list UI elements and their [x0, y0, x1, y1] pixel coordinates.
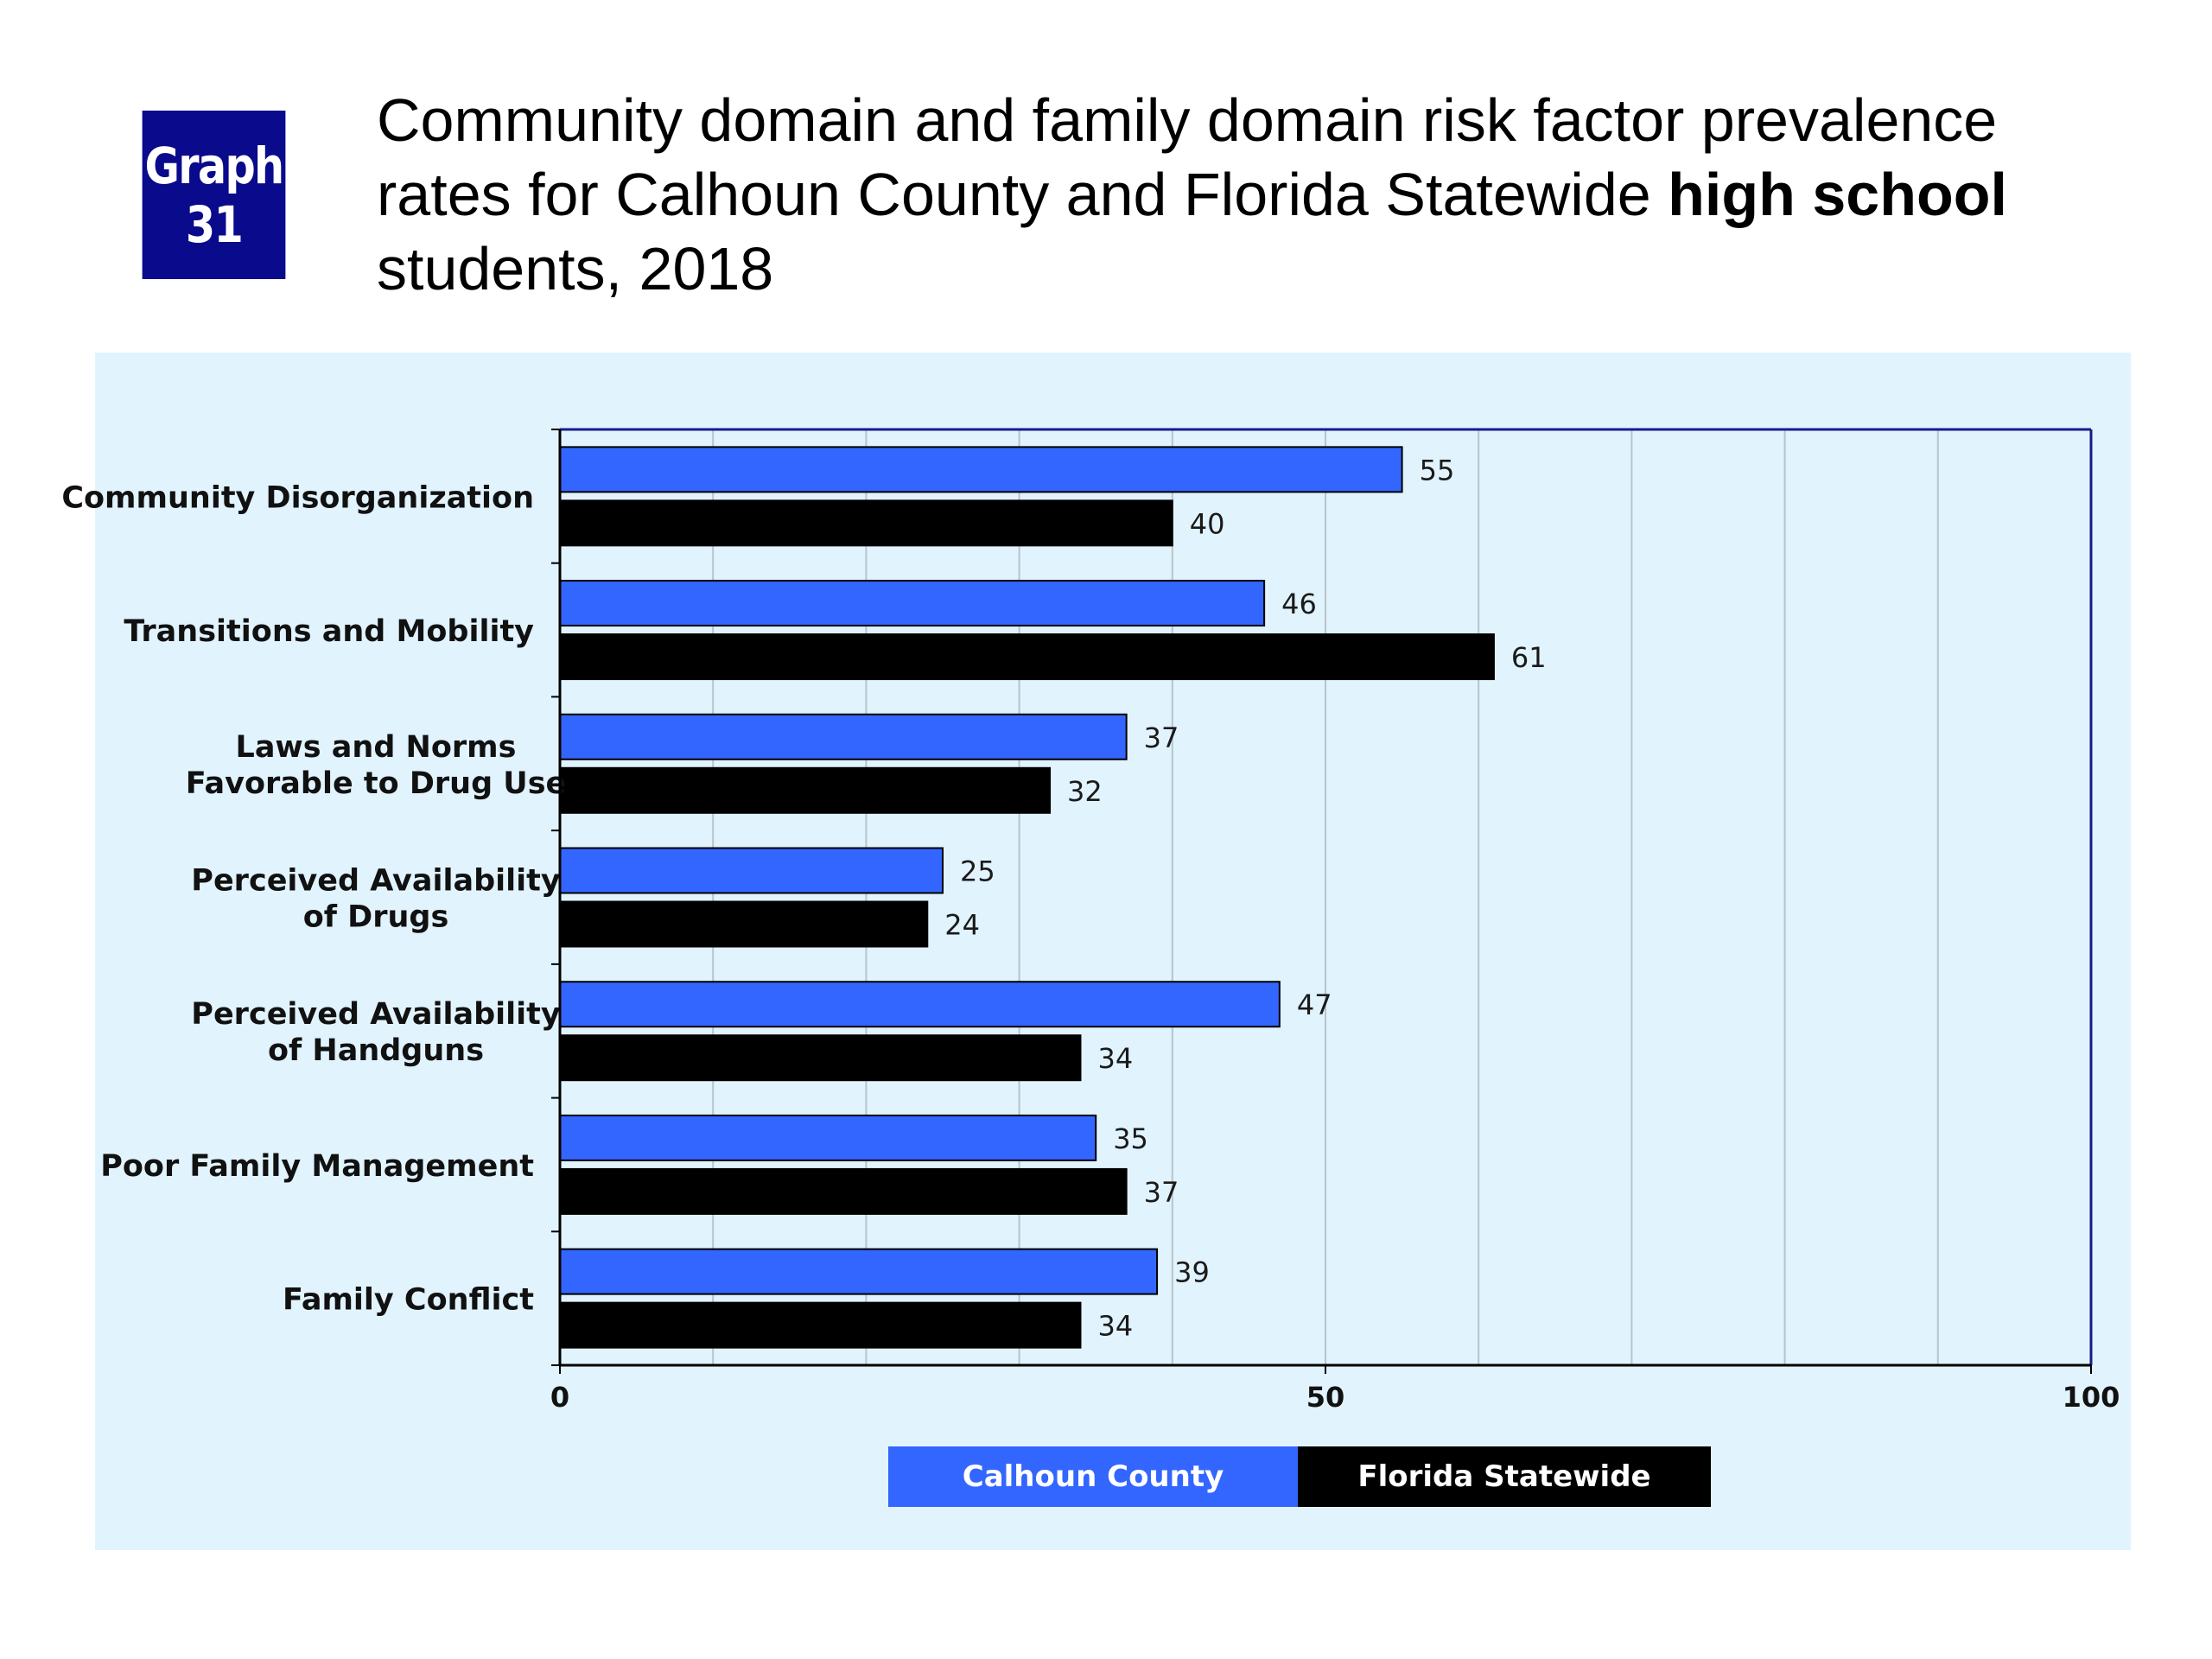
data-label: 35 [1113, 1122, 1148, 1155]
legend [888, 1446, 1711, 1507]
category-label: of Drugs [302, 899, 449, 935]
data-label: 61 [1510, 641, 1547, 675]
title-text-1: Community domain and family domain risk factor prevalence rates for Calhoun County and Florida Statewide [377, 86, 1998, 228]
badge-label: Graph [144, 136, 283, 195]
category-label: of Handguns [267, 1033, 485, 1069]
category-label: Community Disorganization [61, 480, 534, 516]
data-label: 55 [1419, 454, 1455, 487]
bar-florida [560, 634, 1494, 679]
legend-item-calhoun [888, 1446, 1298, 1507]
bar-calhoun [560, 1116, 1096, 1160]
legend-label-calhoun: Calhoun County [962, 1459, 1224, 1494]
data-label: 40 [1189, 507, 1225, 541]
data-label: 25 [960, 855, 995, 888]
data-label: 39 [1174, 1255, 1210, 1289]
data-label: 37 [1143, 721, 1179, 754]
data-label: 47 [1296, 988, 1332, 1022]
data-label: 37 [1143, 1175, 1179, 1209]
bar-florida [560, 500, 1173, 545]
badge-number: 31 [185, 194, 243, 254]
x-tick-label: 0 [550, 1381, 570, 1414]
data-label: 24 [944, 908, 980, 942]
category-label: Favorable to Drug Use [185, 766, 567, 801]
bar-calhoun [560, 849, 943, 893]
bar-florida [560, 902, 927, 947]
bar-calhoun [560, 447, 1402, 492]
data-label: 46 [1281, 588, 1317, 621]
bar-florida [560, 1169, 1127, 1214]
bar-florida [560, 1303, 1080, 1348]
data-label: 34 [1097, 1309, 1134, 1343]
category-label: Poor Family Management [100, 1148, 534, 1184]
x-tick-label: 100 [2062, 1381, 2120, 1414]
bar-florida [560, 1035, 1080, 1080]
data-label: 34 [1097, 1042, 1134, 1076]
bar-calhoun [560, 1249, 1157, 1294]
legend-label-florida: Florida Statewide [1357, 1459, 1651, 1494]
bar-calhoun [560, 982, 1280, 1027]
legend-item-florida [1298, 1446, 1711, 1507]
bar-florida [560, 768, 1050, 813]
category-label: Family Conflict [282, 1282, 534, 1318]
bar-calhoun [560, 581, 1264, 626]
title-text-bold: high school [1668, 161, 2007, 228]
category-label: Perceived Availability [191, 997, 561, 1033]
data-label: 32 [1067, 774, 1103, 808]
bar-calhoun [560, 715, 1127, 760]
category-label: Perceived Availability [191, 863, 561, 899]
x-tick-label: 50 [1306, 1381, 1345, 1414]
category-label: Laws and Norms [235, 729, 517, 765]
title-text-2: students, 2018 [377, 235, 774, 302]
category-label: Transitions and Mobility [124, 614, 534, 650]
